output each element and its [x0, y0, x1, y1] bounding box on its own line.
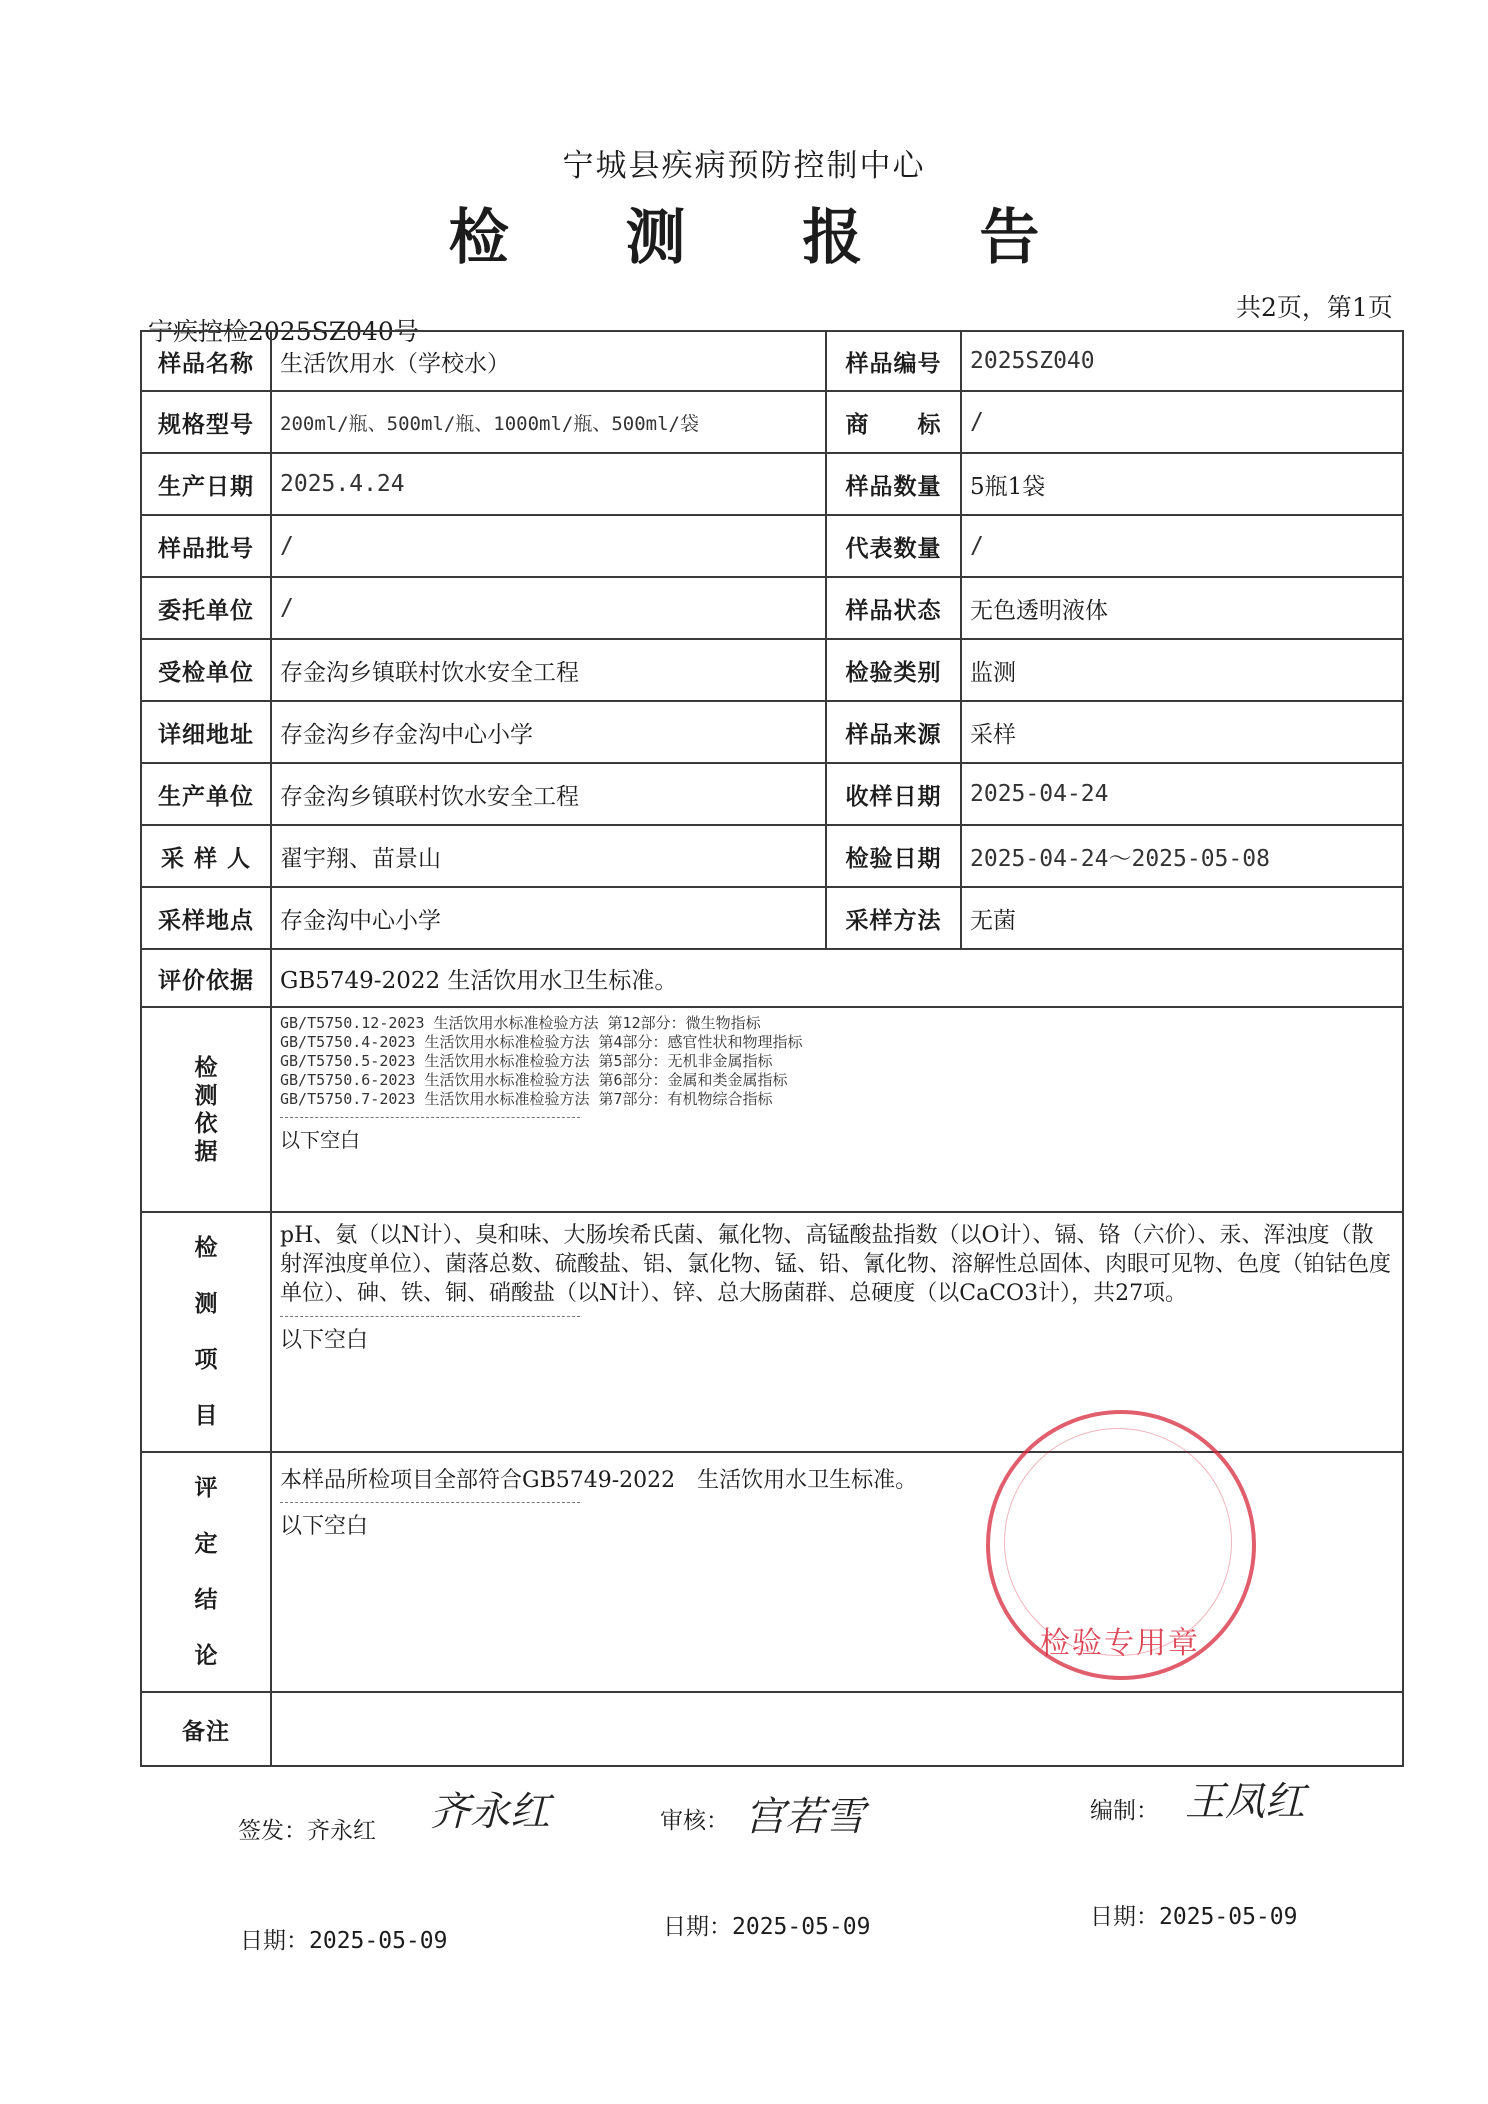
test-basis-label-text: 检测依据	[194, 1053, 218, 1165]
state-value: 无色透明液体	[961, 577, 1403, 639]
site-label: 采样地点	[141, 887, 271, 949]
category-label: 检验类别	[826, 639, 961, 701]
quantity-value: 5瓶1袋	[961, 453, 1403, 515]
editor-label: 编制：	[1090, 1798, 1159, 1824]
issuer-label: 签发：齐永红	[238, 1818, 376, 1844]
producer-value: 存金沟乡镇联村饮水安全工程	[271, 763, 826, 825]
batch-label: 样品批号	[141, 515, 271, 577]
category-value: 监测	[961, 639, 1403, 701]
basis-label: 评价依据	[141, 949, 271, 1007]
sample-name-value: 生活饮用水（学校水）	[271, 331, 826, 391]
trademark-value: /	[961, 391, 1403, 453]
receive-date-value: 2025-04-24	[961, 763, 1403, 825]
conclusion-label	[141, 1452, 271, 1692]
report-title: 检 测 报 告	[448, 203, 1088, 273]
reviewer-label: 审核：	[660, 1808, 729, 1834]
test-basis-cell	[271, 1007, 1403, 1212]
spec-value: 200ml/瓶、500ml/瓶、1000ml/瓶、500ml/袋	[271, 391, 826, 453]
state-label: 样品状态	[826, 577, 961, 639]
editor-signature: 王凤红	[1185, 1779, 1305, 1825]
inspected-value: 存金沟乡镇联村饮水安全工程	[271, 639, 826, 701]
divider	[280, 1316, 580, 1317]
receive-date-label: 收样日期	[826, 763, 961, 825]
reviewer-signature: 宫若雪	[745, 1794, 865, 1840]
report-number: 宁疾控检2025SZ040号	[148, 317, 419, 346]
issuer-date: 日期：2025-05-09	[240, 1928, 448, 1954]
producer-label: 生产单位	[141, 763, 271, 825]
test-basis-line: GB/T5750.12-2023 生活饮用水标准检验方法 第12部分：微生物指标	[280, 1014, 761, 1032]
page-info: 共2页，第1页	[1236, 293, 1393, 322]
inspected-label: 受检单位	[141, 639, 271, 701]
organization-name: 宁城县疾病预防控制中心	[562, 148, 926, 184]
client-label: 委托单位	[141, 577, 271, 639]
batch-value: /	[271, 515, 826, 577]
method-value: 无菌	[961, 887, 1403, 949]
spec-label: 规格型号	[141, 391, 271, 453]
divider	[280, 1502, 580, 1503]
reviewer-date: 日期：2025-05-09	[663, 1914, 871, 1940]
sample-no-label: 样品编号	[826, 331, 961, 391]
source-value: 采样	[961, 701, 1403, 763]
remarks-value	[271, 1692, 1403, 1766]
method-label: 采样方法	[826, 887, 961, 949]
test-basis-line: GB/T5750.6-2023 生活饮用水标准检验方法 第6部分：金属和类金属指标	[280, 1071, 788, 1089]
client-value: /	[271, 577, 826, 639]
sample-no-value: 2025SZ040	[961, 331, 1403, 391]
rep-qty-value: /	[961, 515, 1403, 577]
conclusion-end: 以下空白	[280, 1514, 369, 1539]
test-items-text: pH、氨（以N计）、臭和味、大肠埃希氏菌、氟化物、高锰酸盐指数（以O计）、镉、铬（六价）、汞、浑浊度（散射浑浊度单位）、菌落总数、硫酸盐、铝、氯化物、锰、铅、氰化物、溶解性总固体、肉眼可见物、色度（铂钴色度单位）、砷、铁、铜、硝酸盐（以N计）、锌、总大肠菌群、总硬度（以CaCO3计），共27项。	[280, 1223, 1392, 1306]
editor-date: 日期：2025-05-09	[1090, 1904, 1298, 1930]
test-basis-line: GB/T5750.7-2023 生活饮用水标准检验方法 第7部分：有机物综合指标	[280, 1090, 773, 1108]
test-basis-end: 以下空白	[280, 1128, 360, 1152]
sample-name-label: 样品名称	[141, 331, 271, 391]
test-date-value: 2025-04-24～2025-05-08	[961, 825, 1403, 887]
seal-text: 检验专用章	[1040, 1626, 1200, 1661]
address-value: 存金沟乡存金沟中心小学	[271, 701, 826, 763]
prod-date-value: 2025.4.24	[271, 453, 826, 515]
quantity-label: 样品数量	[826, 453, 961, 515]
trademark-label: 商 标	[826, 391, 961, 453]
test-basis-line: GB/T5750.5-2023 生活饮用水标准检验方法 第5部分：无机非金属指标	[280, 1052, 773, 1070]
test-items-label	[141, 1212, 271, 1452]
source-label: 样品来源	[826, 701, 961, 763]
basis-value: GB5749-2022 生活饮用水卫生标准。	[271, 949, 1403, 1007]
test-basis-line: GB/T5750.4-2023 生活饮用水标准检验方法 第4部分：感官性状和物理指标	[280, 1033, 803, 1051]
prod-date-label: 生产日期	[141, 453, 271, 515]
sampler-label: 采 样 人	[141, 825, 271, 887]
rep-qty-label: 代表数量	[826, 515, 961, 577]
test-date-label: 检验日期	[826, 825, 961, 887]
test-items-end: 以下空白	[280, 1328, 369, 1353]
divider	[280, 1117, 580, 1118]
address-label: 详细地址	[141, 701, 271, 763]
remarks-label: 备注	[141, 1692, 271, 1766]
test-items-label-text: 检测项目	[194, 1234, 218, 1429]
site-value: 存金沟中心小学	[271, 887, 826, 949]
sampler-value: 翟宇翔、苗景山	[271, 825, 826, 887]
conclusion-text: 本样品所检项目全部符合GB5749-2022 生活饮用水卫生标准。	[280, 1468, 918, 1493]
test-items-cell	[271, 1212, 1403, 1452]
issuer-signature: 齐永红	[430, 1789, 550, 1835]
conclusion-label-text: 评定结论	[194, 1474, 218, 1669]
test-basis-lines	[280, 1014, 1394, 1109]
test-basis-label	[141, 1007, 271, 1212]
